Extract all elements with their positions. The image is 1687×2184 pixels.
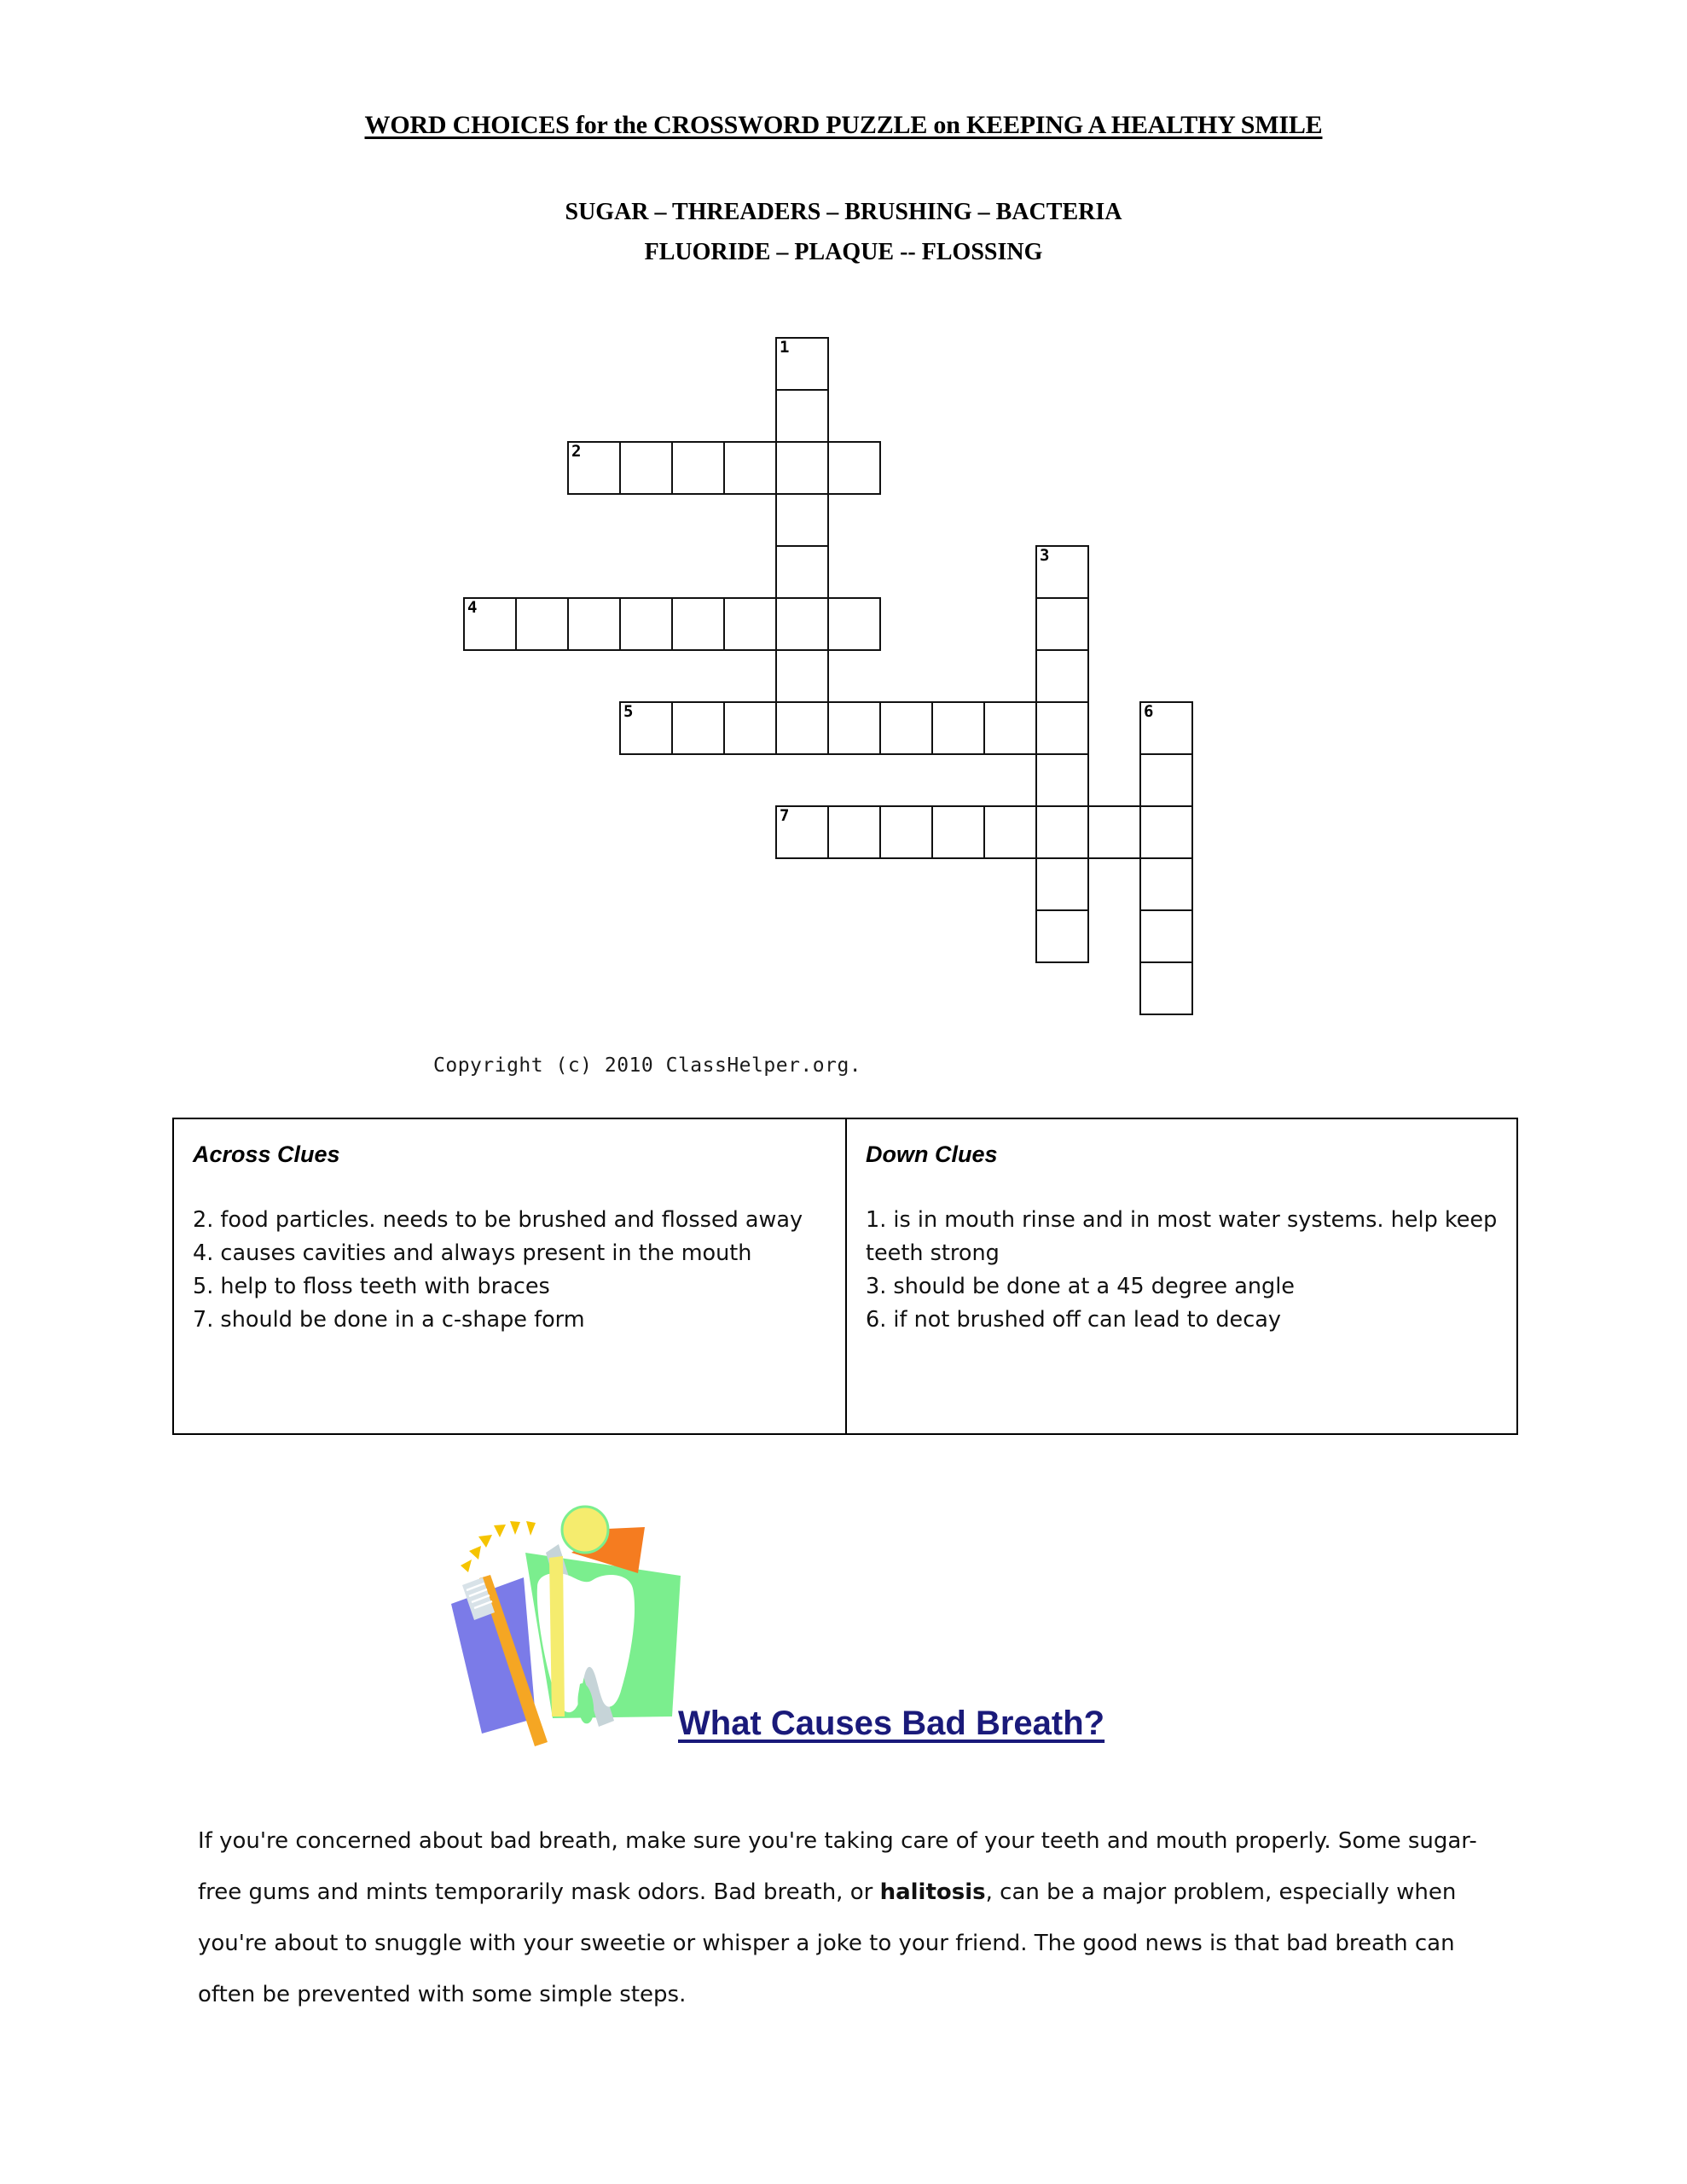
crossword-cell[interactable]	[827, 805, 881, 859]
clues-table	[172, 1118, 1518, 1435]
crossword-cell[interactable]	[931, 805, 985, 859]
crossword-cell[interactable]	[619, 597, 673, 651]
crossword-cell[interactable]	[775, 597, 829, 651]
clue-item-down-1: 1. is in mouth rinse and in most water systems. help keep teeth strong	[866, 1207, 1498, 1266]
page-title	[0, 111, 1687, 140]
crossword-cell-number: 7	[780, 806, 790, 825]
clue-item-across-2: 4. causes cavities and always present in the mouth	[193, 1240, 752, 1266]
crossword-cell[interactable]	[671, 441, 725, 495]
crossword-cell[interactable]	[879, 805, 933, 859]
crossword-cell[interactable]	[671, 701, 725, 755]
crossword-cell[interactable]	[775, 493, 829, 547]
crossword-cell[interactable]	[827, 701, 881, 755]
clue-item-across-1: 2. food particles. needs to be brushed and flossed away	[193, 1207, 803, 1233]
crossword-cell[interactable]	[983, 805, 1037, 859]
crossword-cell[interactable]	[775, 649, 829, 703]
crossword-cell-number: 3	[1040, 546, 1050, 565]
crossword-cell[interactable]	[1139, 805, 1193, 859]
across-clues-column	[174, 1119, 845, 1433]
copyright-notice: Copyright (c) 2010 ClassHelper.org.	[433, 1054, 862, 1077]
crossword-cell[interactable]	[775, 805, 829, 859]
article-paragraph	[198, 1815, 1494, 2020]
crossword-cell[interactable]	[1035, 701, 1089, 755]
crossword-cell[interactable]	[879, 701, 933, 755]
sparkle-icon	[461, 1521, 536, 1572]
crossword-cell[interactable]	[515, 597, 569, 651]
crossword-cell[interactable]	[1139, 857, 1193, 911]
crossword-cell-number: 4	[467, 598, 478, 617]
article-text-run-0: If you're concerned about bad breath, make sure you're taking care of your teeth and mouth properly. Some sugar-free gums and mints temporarily mask odors. Bad breath, or	[198, 1828, 1477, 1905]
crossword-cell[interactable]	[723, 701, 777, 755]
clue-item-across-4: 7. should be done in a c-shape form	[193, 1307, 585, 1333]
yellow-stripe	[549, 1556, 565, 1716]
crossword-cell[interactable]	[463, 597, 517, 651]
yellow-circle	[562, 1507, 608, 1553]
crossword-cell[interactable]	[827, 441, 881, 495]
across-clues-heading: Across Clues	[193, 1141, 340, 1167]
crossword-cell-number: 1	[780, 338, 790, 357]
crossword-cell[interactable]	[775, 441, 829, 495]
crossword-cell[interactable]	[1139, 909, 1193, 963]
crossword-cell[interactable]	[671, 597, 725, 651]
article-text-run-2: , can be a major problem, especially when you're about to snuggle with your sweetie or whisper a joke to your friend. The good news is that bad breath can often be prevented with some simple steps.	[198, 1879, 1457, 2007]
word-bank-line-1: SUGAR – THREADERS – BRUSHING – BACTERIA	[565, 199, 1122, 225]
crossword-cell[interactable]	[775, 701, 829, 755]
word-bank-line-2: FLUORIDE – PLAQUE -- FLOSSING	[644, 239, 1043, 265]
crossword-cell[interactable]	[567, 597, 621, 651]
crossword-cell[interactable]	[1035, 805, 1089, 859]
crossword-cell[interactable]	[1035, 545, 1089, 599]
crossword-cell[interactable]	[723, 441, 777, 495]
crossword-grid[interactable]	[463, 337, 1282, 1045]
crossword-cell[interactable]	[775, 545, 829, 599]
across-clues-list	[193, 1204, 826, 1337]
crossword-cell[interactable]	[1139, 753, 1193, 807]
crossword-cell-number: 6	[1144, 702, 1154, 721]
crossword-cell[interactable]	[931, 701, 985, 755]
crossword-cell[interactable]	[775, 337, 829, 391]
crossword-cell[interactable]	[1035, 597, 1089, 651]
crossword-cell[interactable]	[1035, 909, 1089, 963]
word-bank	[0, 192, 1687, 272]
page-title-text: WORD CHOICES for the CROSSWORD PUZZLE on KEEPING A HEALTHY SMILE	[364, 111, 1323, 139]
down-clues-column	[845, 1119, 1516, 1433]
crossword-cell[interactable]	[1139, 701, 1193, 755]
crossword-cell[interactable]	[827, 597, 881, 651]
crossword-cell[interactable]	[1035, 753, 1089, 807]
crossword-cell[interactable]	[1139, 961, 1193, 1015]
crossword-cell[interactable]	[567, 441, 621, 495]
crossword-cell[interactable]	[619, 441, 673, 495]
crossword-cell[interactable]	[983, 701, 1037, 755]
clue-item-down-3: 6. if not brushed off can lead to decay	[866, 1307, 1281, 1333]
crossword-cell[interactable]	[1087, 805, 1141, 859]
crossword-cell[interactable]	[1035, 649, 1089, 703]
crossword-cell[interactable]	[723, 597, 777, 651]
down-clues-list	[866, 1204, 1498, 1337]
clue-item-down-2: 3. should be done at a 45 degree angle	[866, 1274, 1295, 1299]
crossword-cell[interactable]	[775, 389, 829, 443]
article-term-bold: halitosis	[879, 1879, 986, 1905]
bad-breath-heading: What Causes Bad Breath?	[678, 1705, 1105, 1742]
clue-item-across-3: 5. help to floss teeth with braces	[193, 1274, 550, 1299]
crossword-cell[interactable]	[1035, 857, 1089, 911]
crossword-cell[interactable]	[619, 701, 673, 755]
down-clues-heading: Down Clues	[866, 1141, 998, 1167]
crossword-cell-number: 2	[571, 442, 582, 461]
crossword-cell-number: 5	[623, 702, 634, 721]
